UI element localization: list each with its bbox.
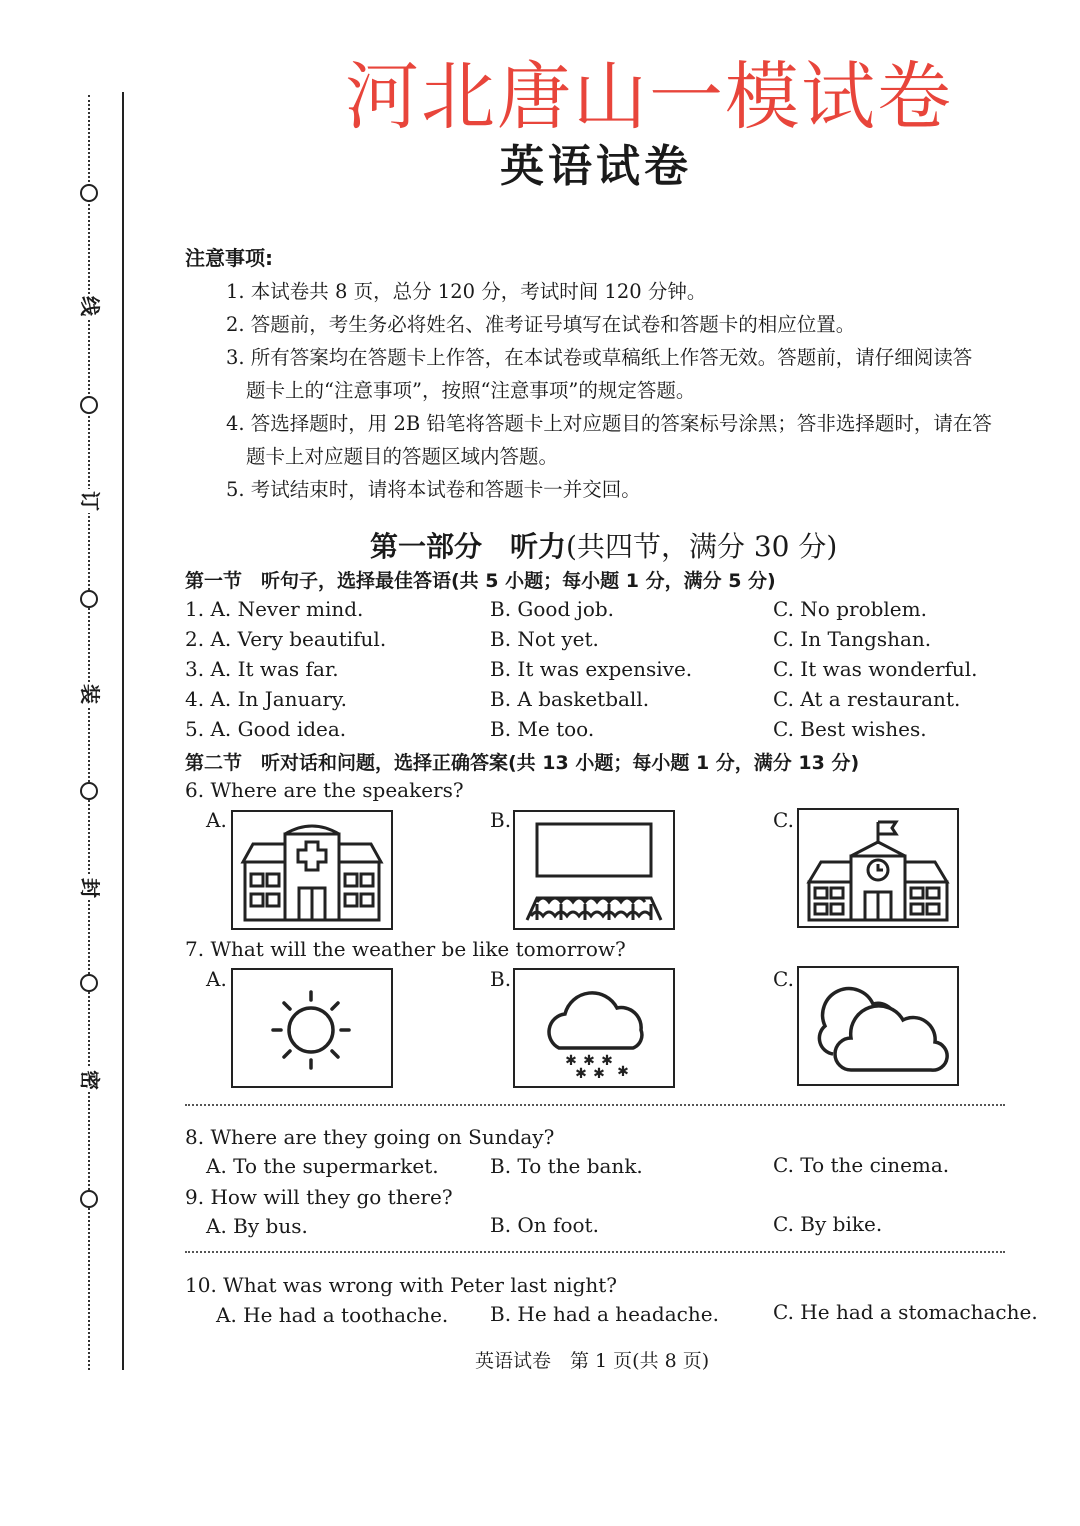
notice-item: 题卡上的“注意事项”，按照“注意事项”的规定答题。 (246, 379, 696, 402)
option: C. At a restaurant. (773, 687, 961, 711)
sun-picture (231, 968, 393, 1088)
svg-text:✱: ✱ (593, 1066, 605, 1082)
cloudy-icon (799, 968, 957, 1084)
snow-picture (513, 968, 675, 1088)
svg-text:✱: ✱ (617, 1064, 629, 1080)
notice-heading: 注意事项: (185, 246, 273, 270)
page-footer: 英语试卷 第 1 页(共 8 页) (475, 1350, 710, 1372)
option: B. To the bank. (490, 1154, 643, 1178)
part-title (370, 525, 837, 565)
binding-char: 装 (78, 684, 102, 704)
snow-icon (515, 970, 673, 1086)
section1-heading: 第一节 听句子，选择最佳答语(共 5 小题；每小题 1 分，满分 5 分) (185, 570, 776, 592)
notice-item: 4. 答选择题时，用 2B 铅笔将答题卡上对应题目的答案标号涂黑；答非选择题时，请在答 (226, 412, 992, 435)
option: C. To the cinema. (773, 1153, 950, 1177)
binding-solid-line (122, 92, 124, 1370)
binding-char: 订 (78, 491, 102, 511)
sun-icon (233, 970, 391, 1086)
option-label: C. (773, 967, 794, 991)
binding-char: 封 (78, 878, 102, 898)
option: B. On foot. (490, 1213, 599, 1237)
cloudy-picture (797, 966, 959, 1086)
option: B. He had a headache. (490, 1302, 719, 1326)
notice-item: 3. 所有答案均在答题卡上作答，在本试卷或草稿纸上作答无效。答题前，请仔细阅读答 (226, 346, 973, 369)
option: 2. A. Very beautiful. (185, 627, 387, 651)
svg-text:✱: ✱ (601, 1053, 613, 1069)
option-label: C. (773, 808, 794, 832)
binding-hole (80, 590, 98, 608)
binding-dotted-line (88, 95, 90, 1370)
section2-heading: 第二节 听对话和问题，选择正确答案(共 13 小题；每小题 1 分，满分 13 分) (185, 752, 860, 774)
option-label: B. (490, 808, 512, 832)
option: 4. A. In January. (185, 687, 347, 711)
option: B. It was expensive. (490, 657, 693, 681)
notice-item: 题卡上对应题目的答题区域内答题。 (246, 445, 559, 468)
notice-item: 5. 考试结束时，请将本试卷和答题卡一并交回。 (226, 478, 641, 501)
hospital-icon (233, 812, 391, 928)
option-label: A. (206, 967, 227, 991)
binding-hole (80, 974, 98, 992)
binding-char: 密 (78, 1070, 102, 1090)
svg-text:✱: ✱ (565, 1053, 577, 1069)
option: C. No problem. (773, 597, 927, 621)
option: 5. A. Good idea. (185, 717, 347, 741)
binding-hole (80, 1190, 98, 1208)
hospital-picture (231, 810, 393, 930)
option: B. Not yet. (490, 627, 599, 651)
school-icon (799, 810, 957, 926)
question-stem: 6. Where are the speakers? (185, 778, 464, 802)
option-label: B. (490, 967, 512, 991)
notice-item: 2. 答题前，考生务必将姓名、准考证号填写在试卷和答题卡的相应位置。 (226, 313, 856, 336)
binding-hole (80, 782, 98, 800)
school-picture (797, 808, 959, 928)
question-stem: 10. What was wrong with Peter last night? (185, 1273, 618, 1297)
option-label: A. (206, 808, 227, 832)
option: B. Good job. (490, 597, 615, 621)
part-title-main: 第一部分 听力 (370, 530, 567, 563)
binding-char: 线 (78, 296, 102, 316)
option: B. Me too. (490, 717, 595, 741)
divider (185, 1104, 1005, 1106)
option: 3. A. It was far. (185, 657, 339, 681)
notice-item: 1. 本试卷共 8 页，总分 120 分，考试时间 120 分钟。 (226, 280, 707, 303)
svg-text:✱: ✱ (575, 1066, 587, 1082)
question-stem: 9. How will they go there? (185, 1185, 453, 1209)
option: A. To the supermarket. (206, 1154, 439, 1178)
option: C. He had a stomachache. (773, 1300, 1038, 1324)
option: B. A basketball. (490, 687, 650, 711)
option: C. It was wonderful. (773, 657, 978, 681)
cinema-icon (515, 812, 673, 928)
svg-text:✱: ✱ (583, 1053, 595, 1069)
banner-title: 河北唐山一模试卷 (345, 54, 953, 140)
question-stem: 8. Where are they going on Sunday? (185, 1125, 555, 1149)
binding-hole (80, 184, 98, 202)
option: C. Best wishes. (773, 717, 927, 741)
question-stem: 7. What will the weather be like tomorrow? (185, 937, 626, 961)
binding-hole (80, 396, 98, 414)
option: C. In Tangshan. (773, 627, 932, 651)
option: 1. A. Never mind. (185, 597, 364, 621)
option: A. By bus. (206, 1214, 308, 1238)
option: A. He had a toothache. (216, 1303, 449, 1327)
divider (185, 1251, 1005, 1253)
part-title-detail: (共四节，满分 30 分) (566, 530, 838, 563)
option: C. By bike. (773, 1212, 883, 1236)
cinema-picture (513, 810, 675, 930)
subject-title: 英语试卷 (500, 141, 692, 192)
